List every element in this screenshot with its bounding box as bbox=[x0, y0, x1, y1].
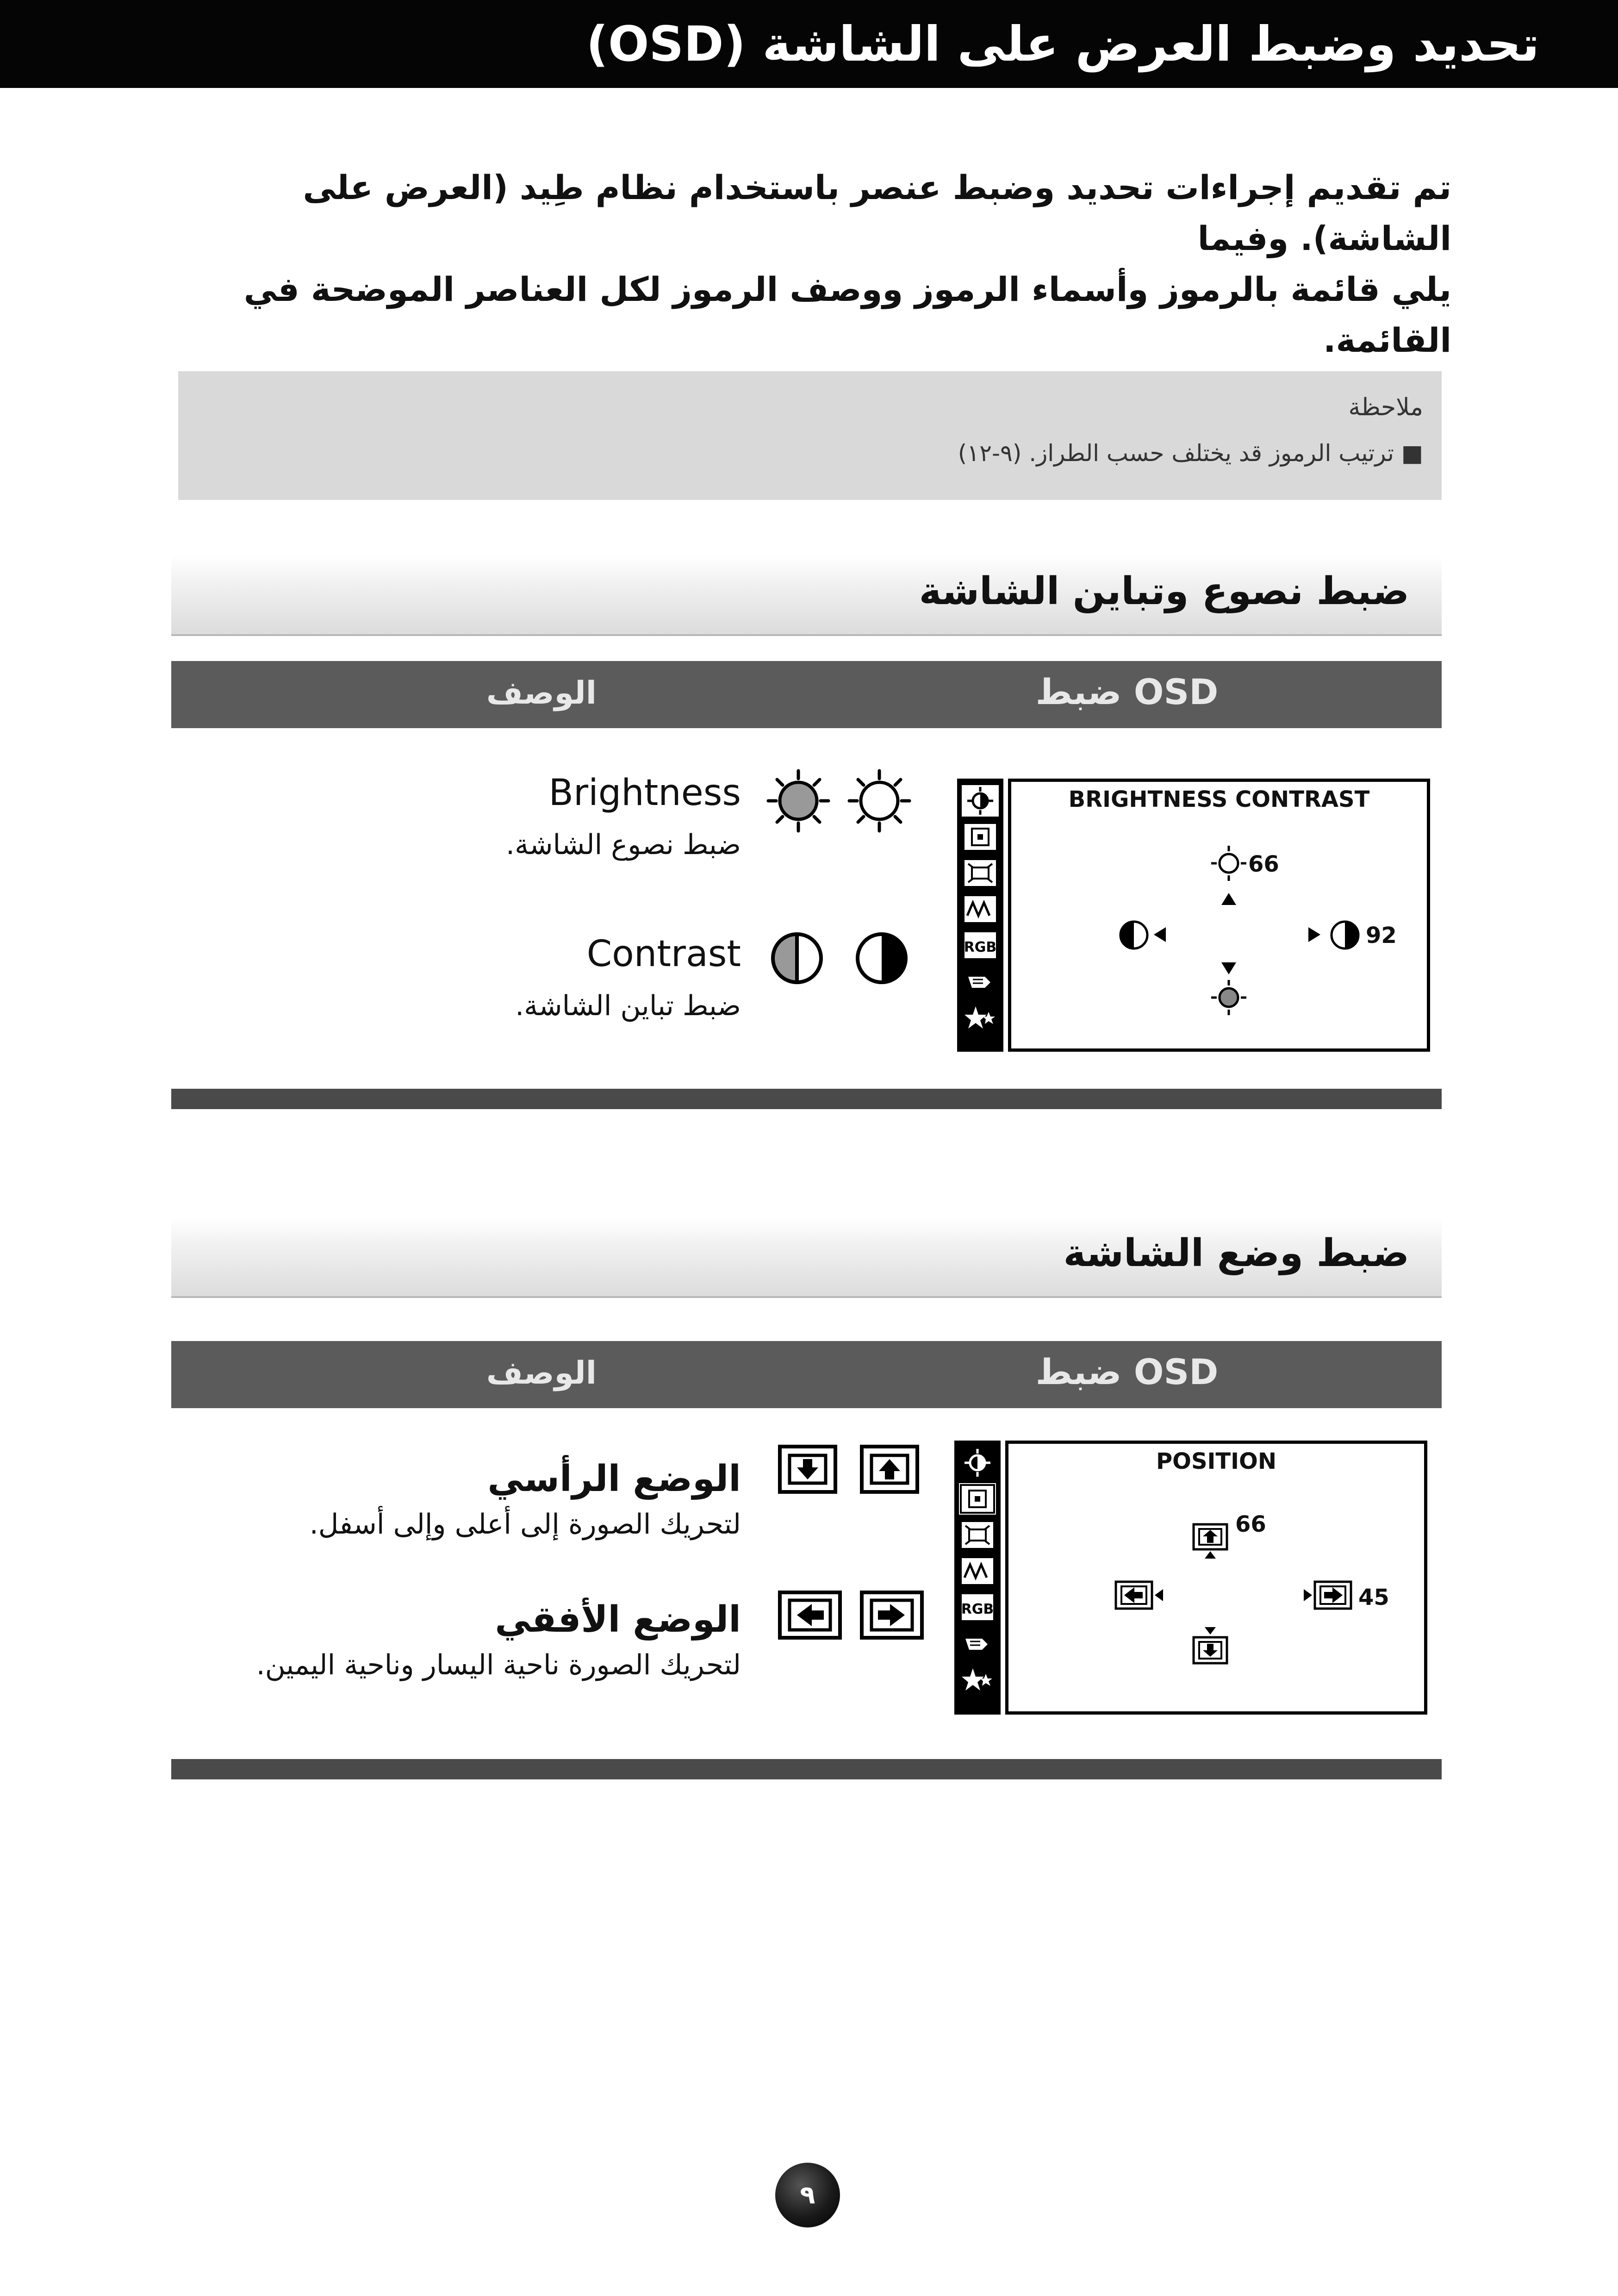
brightness-icon bbox=[962, 785, 999, 817]
arrow-up-icon bbox=[1220, 892, 1237, 906]
page-title: تحديد وضبط العرض على الشاشة (OSD) bbox=[586, 16, 1539, 72]
intro-line-2: يلي قائمة بالرموز وأسماء الرموز ووصف الرموز لكل العناصر الموضحة في القائمة. bbox=[243, 270, 1451, 360]
phase-icon bbox=[959, 1555, 996, 1587]
horizontal-position-title: الوضع الأفقي bbox=[495, 1599, 741, 1641]
vertical-down-icon bbox=[778, 1444, 838, 1494]
osd-contrast-value: 92 bbox=[1366, 923, 1397, 948]
intro-paragraph bbox=[176, 162, 1451, 366]
contrast-down-icon bbox=[769, 930, 825, 986]
section-divider-1 bbox=[171, 1089, 1442, 1109]
osd-vertical-value: 66 bbox=[1235, 1511, 1266, 1537]
size-icon bbox=[962, 857, 999, 889]
horizontal-left-icon bbox=[778, 1590, 842, 1640]
horizontal-right-icon bbox=[859, 1590, 924, 1640]
osd-horizontal-right-icon bbox=[1302, 1579, 1353, 1611]
phase-icon bbox=[962, 893, 999, 925]
size-icon bbox=[959, 1519, 996, 1551]
osd-menu-strip bbox=[957, 779, 1003, 1052]
osd-horizontal-value: 45 bbox=[1358, 1585, 1389, 1610]
intro-line-1: تم تقديم إجراءات تحديد وضبط عنصر باستخدام نظام طِيد (العرض على الشاشة). وفيما bbox=[303, 168, 1451, 258]
rgb-label: RGB bbox=[961, 1601, 994, 1617]
osd-content-position bbox=[1005, 1441, 1427, 1715]
column-header-osd: ضبط OSD bbox=[1035, 1351, 1219, 1392]
brightness-down-icon bbox=[766, 768, 831, 833]
osd-menu-brightness-contrast bbox=[957, 779, 1430, 1052]
horizontal-position-description: لتحريك الصورة ناحية اليسار وناحية اليمين. bbox=[256, 1649, 741, 1681]
rgb-label: RGB bbox=[964, 939, 997, 955]
vertical-up-icon bbox=[859, 1444, 920, 1494]
brightness-icon bbox=[959, 1447, 996, 1479]
osd-content-brightness bbox=[1008, 779, 1430, 1052]
note-box bbox=[178, 371, 1442, 500]
section-heading-position: ضبط وضع الشاشة bbox=[171, 1217, 1442, 1298]
osd-brightness-down-icon bbox=[1209, 978, 1248, 1017]
table-header-brightness bbox=[171, 661, 1442, 728]
column-header-description: الوصف bbox=[486, 1355, 597, 1391]
osd-horizontal-left-icon bbox=[1114, 1579, 1165, 1611]
position-icon bbox=[959, 1483, 996, 1515]
osd-vertical-up-icon bbox=[1192, 1522, 1229, 1560]
column-header-description: الوصف bbox=[486, 675, 597, 711]
arrow-right-icon bbox=[1307, 926, 1321, 943]
note-title: ملاحظة bbox=[1348, 393, 1423, 421]
contrast-title: Contrast bbox=[586, 933, 741, 975]
position-icon bbox=[962, 821, 999, 853]
column-header-osd: ضبط OSD bbox=[1035, 671, 1219, 712]
contrast-description: ضبط تباين الشاشة. bbox=[515, 990, 741, 1022]
osd-brightness-up-icon bbox=[1209, 844, 1248, 883]
brightness-up-icon bbox=[847, 768, 912, 833]
osd-menu-strip bbox=[954, 1441, 1001, 1715]
special-icon bbox=[962, 1002, 999, 1033]
setup-icon bbox=[962, 966, 999, 997]
osd-vertical-down-icon bbox=[1192, 1625, 1229, 1666]
contrast-up-icon bbox=[854, 930, 909, 986]
osd-brightness-value: 66 bbox=[1248, 851, 1279, 877]
page-number: ٩ bbox=[775, 2163, 840, 2227]
setup-icon bbox=[959, 1628, 996, 1659]
table-header-position bbox=[171, 1341, 1442, 1408]
arrow-left-icon bbox=[1153, 926, 1167, 943]
osd-title-brightness-contrast: BRIGHTNESS CONTRAST bbox=[1068, 786, 1370, 812]
osd-contrast-down-icon bbox=[1118, 919, 1150, 951]
vertical-position-title: الوضع الرأسي bbox=[487, 1458, 741, 1500]
section-heading-brightness: ضبط نصوع وتباين الشاشة bbox=[171, 555, 1442, 636]
special-icon bbox=[959, 1664, 996, 1695]
osd-title-position: POSITION bbox=[1156, 1448, 1276, 1474]
rgb-icon bbox=[962, 930, 999, 961]
osd-contrast-up-icon bbox=[1329, 919, 1361, 951]
note-text: ■ ترتيب الرموز قد يختلف حسب الطراز. (٩-١٢) bbox=[958, 440, 1423, 467]
brightness-description: ضبط نصوع الشاشة. bbox=[506, 829, 741, 861]
rgb-icon bbox=[959, 1591, 996, 1623]
osd-menu-position bbox=[954, 1441, 1427, 1715]
arrow-down-icon bbox=[1220, 961, 1237, 975]
section-divider-2 bbox=[171, 1759, 1442, 1779]
vertical-position-description: لتحريك الصورة إلى أعلى وإلى أسفل. bbox=[309, 1508, 741, 1541]
brightness-title: Brightness bbox=[548, 772, 741, 814]
